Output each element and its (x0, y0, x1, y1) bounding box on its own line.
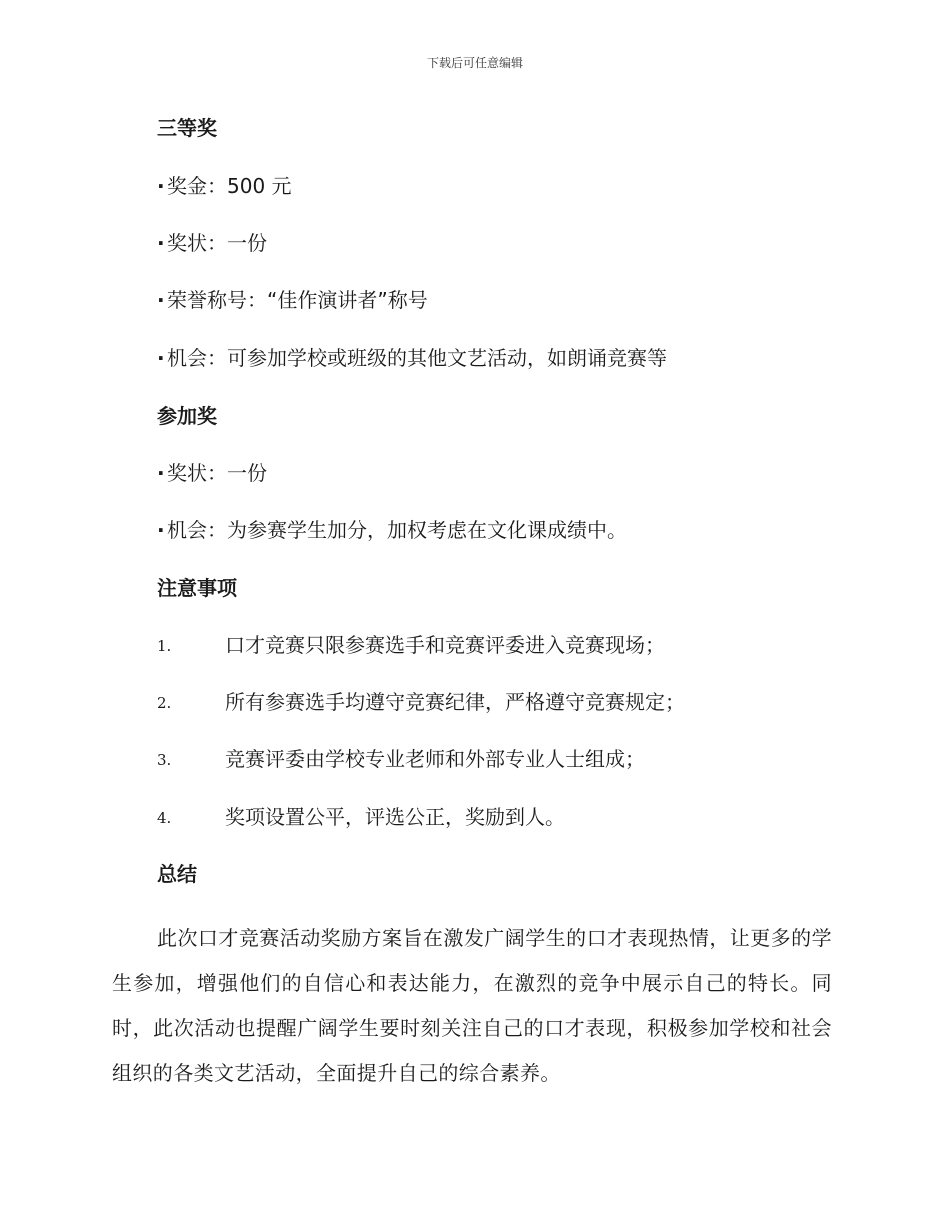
item-number: 3. (157, 751, 172, 769)
summary-paragraph: 此次口才竞赛活动奖励方案旨在激发广阔学生的口才表现热情，让更多的学生参加，增强他们的自信心和表达能力，在激烈的竞争中展示自己的特长。同时，此次活动也提醒广阔学生要时刻关注自己的口才表现，积极参加学校和社会组织的各类文艺活动，全面提升自己的综合素养。 (112, 926, 832, 1085)
list-item (157, 344, 667, 372)
list-item (157, 229, 267, 257)
item-number: 4. (157, 809, 172, 827)
bullet-icon: · (157, 288, 165, 312)
list-item-text: 奖金：500 元 (167, 174, 292, 198)
numbered-item (157, 803, 565, 832)
item-number: 2. (157, 694, 172, 712)
list-item-text: 荣誉称号：“佳作演讲者”称号 (167, 288, 428, 312)
item-text: 所有参赛选手均遵守竞赛纪律，严格遵守竞赛规定； (225, 690, 685, 714)
numbered-item (157, 631, 665, 660)
item-number: 1. (157, 637, 172, 655)
bullet-icon: · (157, 346, 165, 370)
bullet-icon: · (157, 518, 165, 542)
section-heading-summary: 总结 (157, 862, 197, 886)
numbered-item (157, 745, 645, 774)
list-item-text: 机会：为参赛学生加分，加权考虑在文化课成绩中。 (167, 518, 627, 542)
list-item (157, 459, 267, 487)
list-item (157, 516, 627, 544)
item-text: 奖项设置公平，评选公正，奖励到人。 (225, 805, 565, 829)
list-item-text: 奖状：一份 (167, 461, 267, 485)
bullet-icon: · (157, 231, 165, 255)
summary-body (112, 916, 832, 1096)
list-item-text: 机会：可参加学校或班级的其他文艺活动，如朗诵竞赛等 (167, 346, 667, 370)
bullet-icon: · (157, 461, 165, 485)
item-text: 口才竞赛只限参赛选手和竞赛评委进入竞赛现场； (225, 633, 665, 657)
section-heading-participation-prize: 参加奖 (157, 404, 217, 428)
section-heading-notes: 注意事项 (157, 576, 237, 600)
bullet-icon: · (157, 174, 165, 198)
numbered-item (157, 688, 685, 717)
page-header-note: 下载后可任意编辑 (426, 56, 523, 70)
list-item (157, 286, 428, 314)
list-item (157, 172, 292, 200)
section-heading-third-prize: 三等奖 (157, 116, 217, 140)
list-item-text: 奖状：一份 (167, 231, 267, 255)
item-text: 竞赛评委由学校专业老师和外部专业人士组成； (225, 747, 645, 771)
